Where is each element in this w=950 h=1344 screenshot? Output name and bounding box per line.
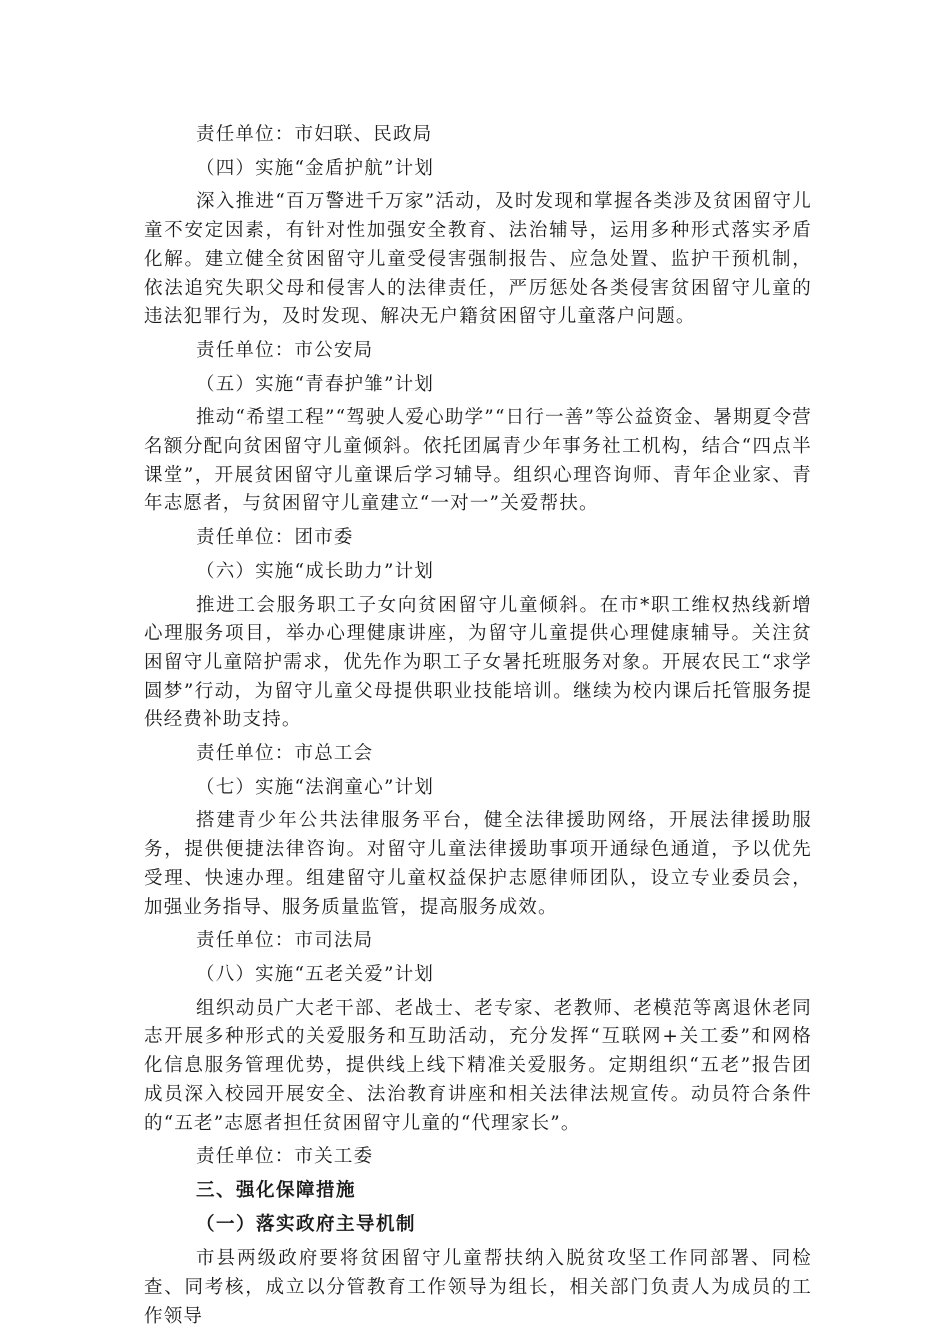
responsible-unit: 责任单位：市妇联、民政局 — [196, 124, 433, 145]
plan-heading: （六）实施“成长助力”计划 — [196, 560, 435, 582]
responsible-unit: 责任单位：市总工会 — [196, 743, 374, 765]
plan-heading: （五）实施“青春护雏”计划 — [196, 373, 435, 395]
responsible-unit: 责任单位：市关工委 — [196, 1146, 374, 1168]
body-paragraph: 搭建青少年公共法律服务平台，健全法律援助网络，开展法律援助服务，提供便捷法律咨询。对留守儿童法律援助事项开通绿色通道，予以优先受理、快速办理。组建留守儿童权益保护志愿律师团队，设立专业委员会，加强业务指导、服务质量监管，提高服务成效。 — [144, 810, 812, 918]
body-paragraph: 深入推进“百万警进千万家”活动，及时发现和掌握各类涉及贫困留守儿童不安定因素，有针对性加强安全教育、法治辅导，运用多种形式落实矛盾化解。建立健全贫困留守儿童受侵害强制报告、应急处置、监护干预机制，依法追究失职父母和侵害人的法律责任，严厉惩处各类侵害贫困留守儿童的违法犯罪行为，及时发现、解决无户籍贫困留守儿童落户问题。 — [144, 191, 812, 328]
responsible-unit: 责任单位：市公安局 — [196, 339, 374, 361]
plan-heading: （七）实施“法润童心”计划 — [196, 776, 435, 798]
responsible-unit: 责任单位：团市委 — [196, 527, 354, 549]
plan-heading: （八）实施“五老关爱”计划 — [196, 963, 435, 985]
section-heading: 三、强化保障措施 — [196, 1179, 357, 1201]
body-paragraph: 组织动员广大老干部、老战士、老专家、老教师、老模范等离退休老同志开展多种形式的关爱服务和互助活动，充分发挥“互联网+关工委”和网格化信息服务管理优势，提供线上线下精准关爱服务。定期组织“五老”报告团成员深入校园开展安全、法治教育讲座和相关法律法规宣传。动员符合条件的“五老”志愿者担任贫困留守儿童的“代理家长”。 — [144, 997, 812, 1134]
body-paragraph: 推进工会服务职工子女向贫困留守儿童倾斜。在市*职工维权热线新增心理服务项目，举办心理健康讲座，为留守儿童提供心理健康辅导。关注贫困留守儿童陪护需求，优先作为职工子女暑托班服务对象。开展农民工“求学圆梦”行动，为留守儿童父母提供职业技能培训。继续为校内课后托管服务提供经费补助支持。 — [144, 594, 812, 731]
subsection-heading: （一）落实政府主导机制 — [196, 1213, 417, 1235]
body-paragraph: 市县两级政府要将贫困留守儿童帮扶纳入脱贫攻坚工作同部署、同检查、同考核，成立以分管教育工作领导为组长，相关部门负责人为成员的工作领导 — [144, 1248, 812, 1327]
plan-heading: （四）实施“金盾护航”计划 — [196, 157, 435, 179]
responsible-unit: 责任单位：市司法局 — [196, 930, 374, 952]
body-paragraph: 推动“希望工程”“驾驶人爱心助学”“日行一善”等公益资金、暑期夏令营名额分配向贫困留守儿童倾斜。依托团属青少年事务社工机构，结合“四点半课堂”，开展贫困留守儿童课后学习辅导。组织心理咨询师、青年企业家、青年志愿者，与贫困留守儿童建立“一对一”关爱帮扶。 — [144, 407, 812, 515]
